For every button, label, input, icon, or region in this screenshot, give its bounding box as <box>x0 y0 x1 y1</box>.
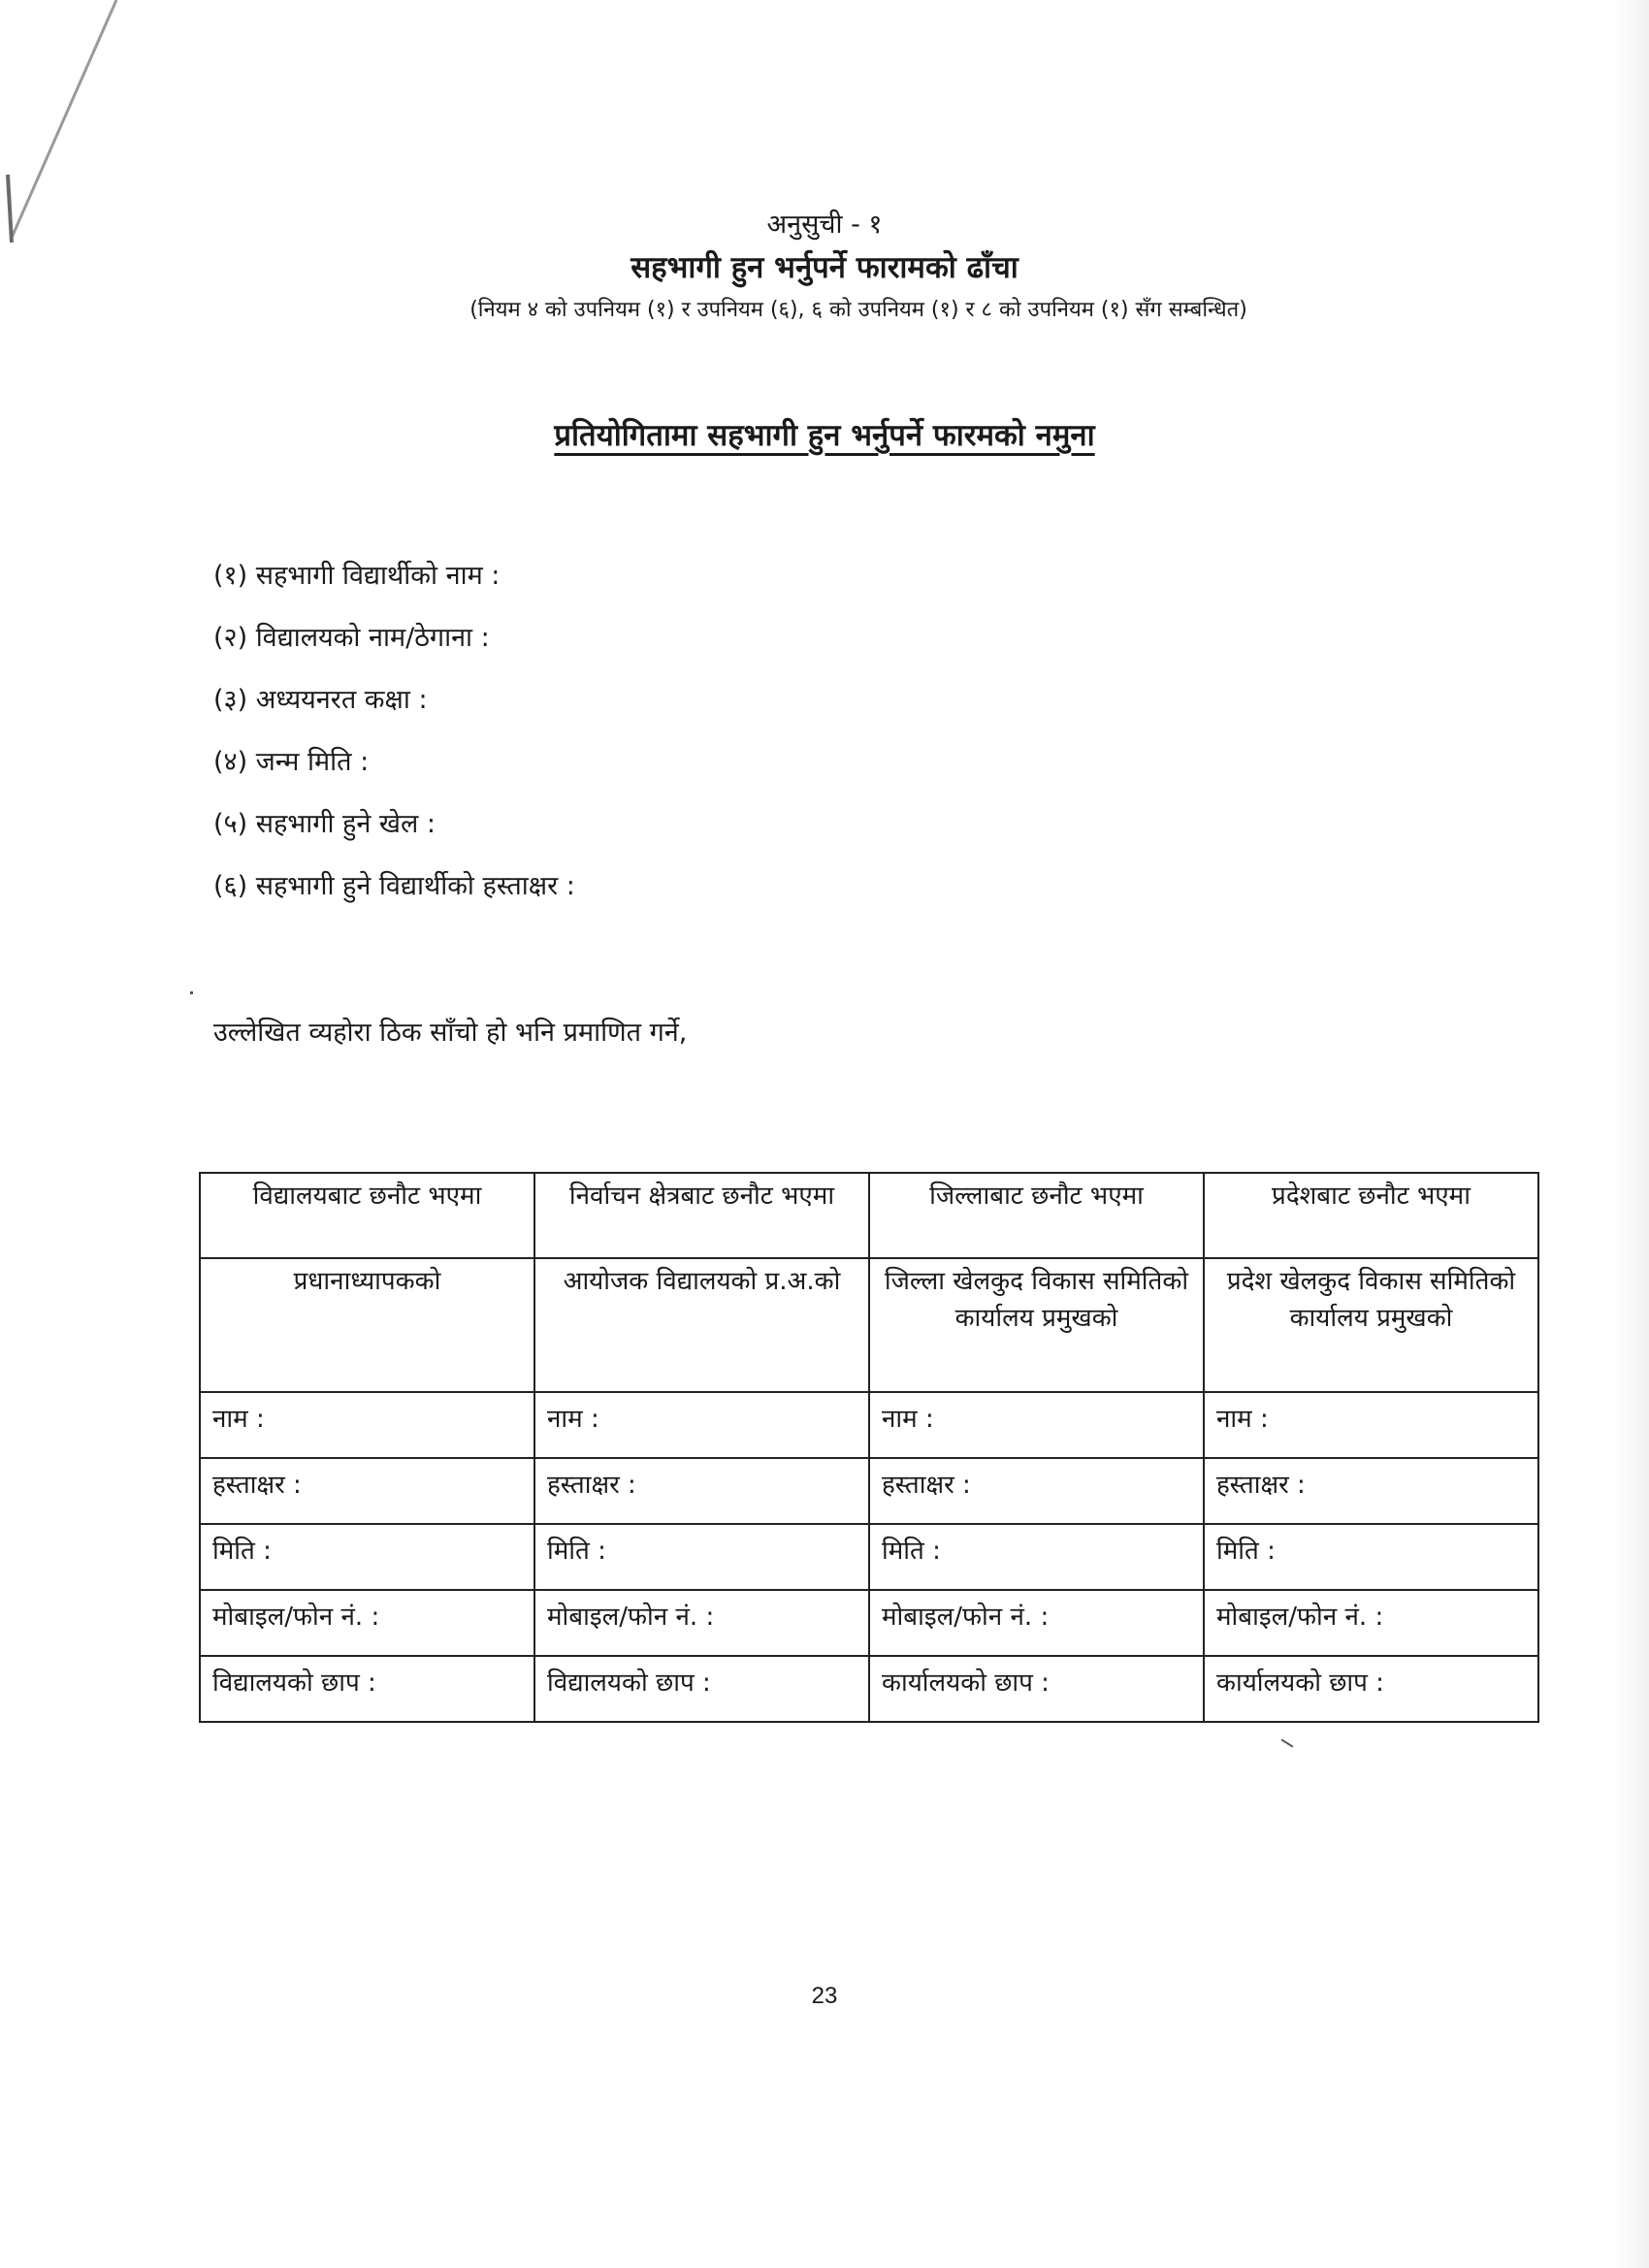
field-date-of-birth: (४) जन्म मिति : <box>213 747 370 777</box>
field-student-name: (१) सहभागी विद्यार्थीको नाम : <box>213 561 501 591</box>
table-cell: नाम : <box>1204 1392 1538 1458</box>
page-number: 23 <box>811 1983 838 2009</box>
table-row-date <box>200 1524 1538 1590</box>
table-cell: मोबाइल/फोन नं. : <box>1204 1590 1538 1656</box>
form-fields-list <box>213 545 1377 918</box>
table-cell: कार्यालयको छाप : <box>869 1656 1204 1722</box>
verification-table <box>199 1172 1539 1723</box>
signatory-province-office-chief: प्रदेश खेलकुद विकास समितिको कार्यालय प्रमुखको <box>1204 1258 1538 1392</box>
form-title: सहभागी हुन भर्नुपर्ने फारामको ढाँचा <box>630 250 1018 285</box>
table-cell: हस्ताक्षर : <box>869 1458 1204 1524</box>
table-row-signature <box>200 1458 1538 1524</box>
table-cell: हस्ताक्षर : <box>1204 1458 1538 1524</box>
header-school-selection: विद्यालयबाट छनौट भएमा <box>200 1173 534 1258</box>
table-cell: नाम : <box>534 1392 869 1458</box>
scan-page-edge-shadow <box>1614 0 1649 2268</box>
table-cell: मिति : <box>200 1524 534 1590</box>
signatory-headmaster: प्रधानाध्यापकको <box>200 1258 534 1392</box>
table-cell: हस्ताक्षर : <box>200 1458 534 1524</box>
signatory-host-school-head: आयोजक विद्यालयको प्र.अ.को <box>534 1258 869 1392</box>
sample-form-title-text: प्रतियोगितामा सहभागी हुन भर्नुपर्ने फारमको नमुना <box>554 418 1095 453</box>
table-cell: मोबाइल/फोन नं. : <box>200 1590 534 1656</box>
header-constituency-selection: निर्वाचन क्षेत्रबाट छनौट भएमा <box>534 1173 869 1258</box>
table-row-name <box>200 1392 1538 1458</box>
table-cell: नाम : <box>869 1392 1204 1458</box>
field-sport: (५) सहभागी हुने खेल : <box>213 809 436 839</box>
table-signatory-row <box>200 1258 1538 1392</box>
table-cell: मिति : <box>534 1524 869 1590</box>
table-cell: मिति : <box>869 1524 1204 1590</box>
scan-speck <box>1281 1738 1294 1747</box>
scan-speck <box>190 991 193 994</box>
table-cell: विद्यालयको छाप : <box>200 1656 534 1722</box>
document-header <box>0 206 1649 330</box>
field-school-name-address: (२) विद्यालयको नाम/ठेगाना : <box>213 623 490 653</box>
field-student-signature: (६) सहभागी हुने विद्यार्थीको हस्ताक्षर : <box>213 871 575 901</box>
header-district-selection: जिल्लाबाट छनौट भएमा <box>869 1173 1204 1258</box>
header-province-selection: प्रदेशबाट छनौट भएमा <box>1204 1173 1538 1258</box>
signatory-district-office-chief: जिल्ला खेलकुद विकास समितिको कार्यालय प्रमुखको <box>869 1258 1204 1392</box>
table-cell: मिति : <box>1204 1524 1538 1590</box>
field-class: (३) अध्ययनरत कक्षा : <box>213 685 428 715</box>
table-cell: नाम : <box>200 1392 534 1458</box>
sample-form-title <box>0 411 1649 460</box>
rule-reference: (नियम ४ को उपनियम (१) र उपनियम (६), ६ को उपनियम (१) र ८ को उपनियम (१) सँग सम्बन्धित) <box>469 298 1247 322</box>
table-row-phone <box>200 1590 1538 1656</box>
table-cell: मोबाइल/फोन नं. : <box>869 1590 1204 1656</box>
table-row-stamp <box>200 1656 1538 1722</box>
table-header-row <box>200 1173 1538 1258</box>
table-cell: हस्ताक्षर : <box>534 1458 869 1524</box>
certification-text: उल्लेखित व्यहोरा ठिक साँचो हो भनि प्रमाणित गर्ने, <box>213 1018 688 1048</box>
table-cell: मोबाइल/फोन नं. : <box>534 1590 869 1656</box>
table-cell: कार्यालयको छाप : <box>1204 1656 1538 1722</box>
schedule-label: अनुसुची - १ <box>766 210 883 240</box>
table-cell: विद्यालयको छाप : <box>534 1656 869 1722</box>
